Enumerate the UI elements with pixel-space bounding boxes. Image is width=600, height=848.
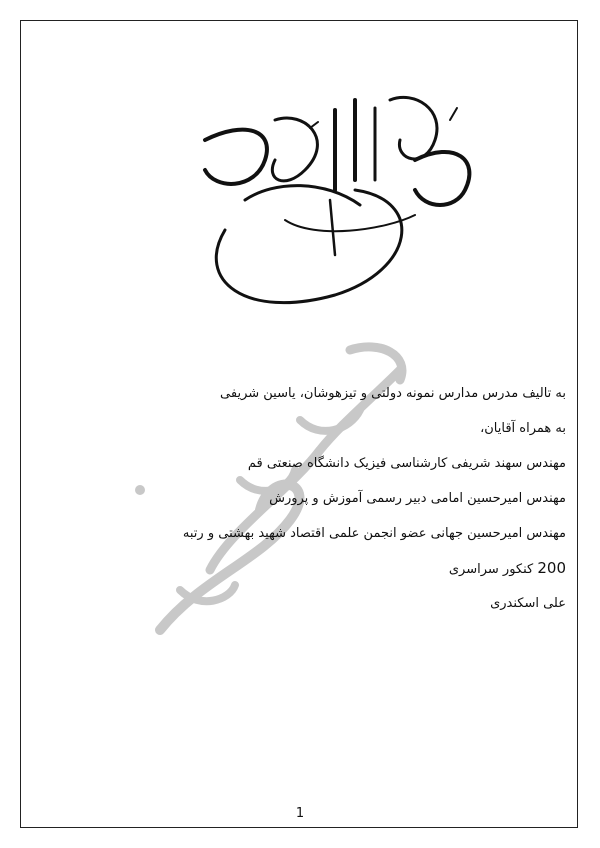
coauthor-rank-line — [96, 551, 566, 586]
author-line: به تالیف مدرس مدارس نمونه دولتی و تیزهوشان، یاسین شریفی — [220, 386, 566, 401]
page-number: 1 — [295, 806, 305, 821]
coauthors-intro: به همراه آقایان، — [480, 421, 566, 436]
coauthor-line: مهندس امیرحسین جهانی عضو انجمن علمی اقتصاد شهید بهشتی و رتبه — [182, 526, 566, 541]
coauthor-line: مهندس امیرحسین امامی دبیر رسمی آموزش و پرورش — [269, 491, 566, 506]
coauthor-line: مهندس سهند شریفی کارشناسی فیزیک دانشگاه صنعتی قم — [247, 456, 566, 471]
rank-text: کنکور سراسری — [448, 562, 534, 577]
rank-number: 200 — [537, 559, 566, 577]
author-credits — [96, 376, 566, 621]
coauthor-line: علی اسکندری — [490, 596, 566, 611]
bismillah-calligraphy-icon — [185, 80, 485, 320]
